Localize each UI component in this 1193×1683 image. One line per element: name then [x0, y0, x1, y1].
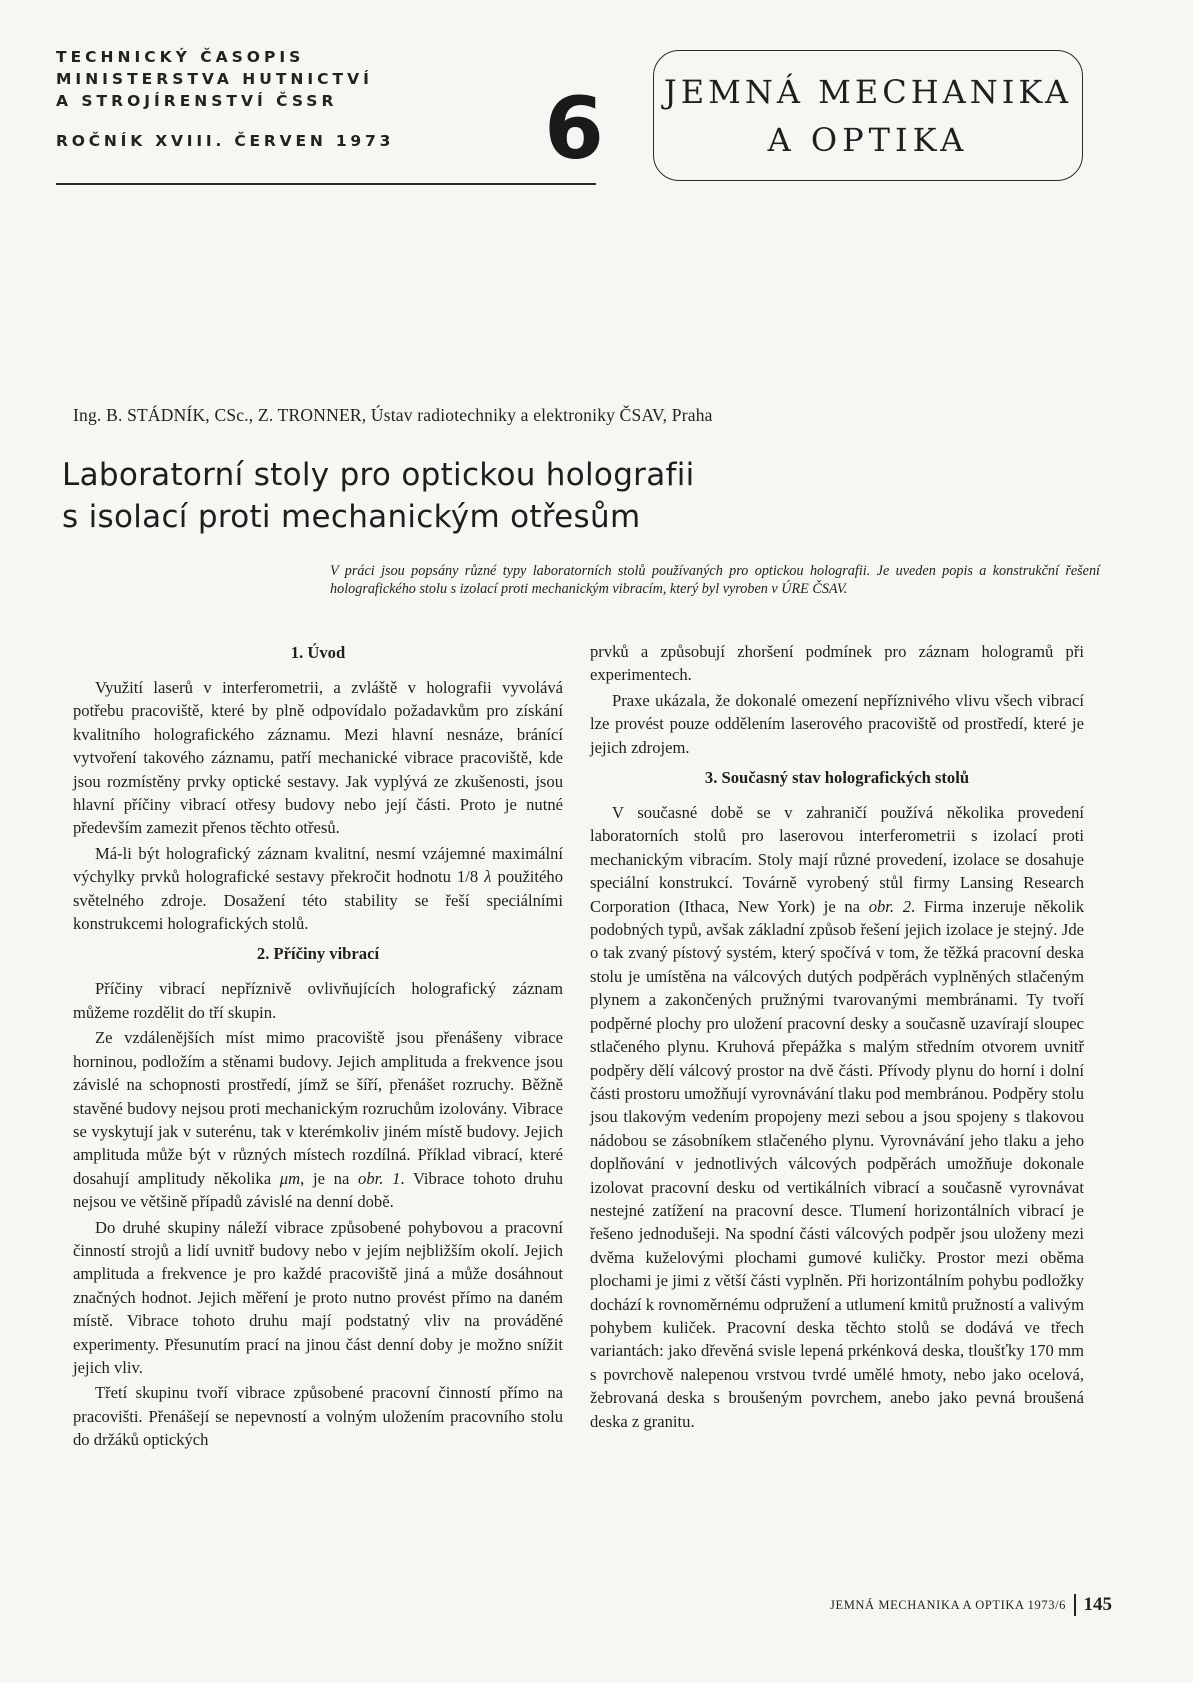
paragraph: Využití laserů v interferometrii, a zvláště v holografii vyvolává potřebu pracoviště, které by plně odpovídalo požadavkům pro získání kvalitního holografického záznamu. Mezi hlavní nesnáze, bránící vytvoření takového záznamu, patří mechanické vibrace pracoviště, kde jsou rozmístěny prvky optické sestavy. Jak vyplývá ze zkušenosti, jsou hlavní příčiny vibrací otřesy budovy nebo její části. Proto je nutné především zamezit přenos těchto otřesů. — [73, 678, 563, 838]
article-abstract: V práci jsou popsány různé typy laboratorních stolů používaných pro optickou holografii. Je uveden popis a konstrukční řešení holografického stolu s izolací proti mechanickým vibracím, který byl vyroben v ÚRE ČSAV. — [330, 563, 1100, 597]
masthead-publisher — [56, 46, 596, 152]
right-column — [590, 640, 1084, 1435]
paragraph: Do druhé skupiny náleží vibrace způsobené pohybovou a pracovní činností strojů a lidí uvnitř budovy nebo v jejím nejbližším okolí. Jejich amplituda a frekvence je pro každé pracoviště jiná a může dosáhnout značných hodnot. Jejich měření je proto nutno provést přímo na daném místě. Vibrace tohoto druhu mají podstatný vliv na prováděné experimenty. Přesunutím prací na jinou část denní doby je možno snížit jejich vliv. — [73, 1217, 563, 1377]
paragraph: prvků a způsobují zhoršení podmínek pro záznam hologramů při experimentech. — [590, 642, 1084, 685]
figure-reference: obr. 2 — [868, 896, 912, 916]
page-footer — [700, 1590, 1112, 1620]
section-heading-current-state: 3. Současný stav holografických stolů — [704, 768, 970, 788]
volume-date: ROČNÍK XVIII. ČERVEN 1973 — [56, 132, 395, 150]
left-column — [73, 638, 563, 1454]
footer-separator — [1074, 1594, 1076, 1616]
paragraph: V současné době se v zahraničí používá několika provedení laboratorních stolů pro laserovou interferometrii s izolací proti mechanickým vibracím. Stoly mají různé provedení, izolace se dosahuje speciální konstrukcí. Továrně vyrobený stůl firmy Lansing Research Corporation (Ithaca, New York) je na obr. 2. Firma inzeruje několik podobných typů, avšak základní způsob řešení jejich izolace je stejný. Jde o tak zvaný pístový systém, který spočívá v tom, že těžká pracovní deska stolu je umístěna na válcových dutých podpěrách vyplněných stlačeným plynem a zakončených pružnými tvarovanými membránami. Ty tvoří podpěrné plochy pro uložení pracovní desky a současně uzavírají sloupec stlačeného plynu. Kruhová přepážka s malým středním otvorem uvnitř podpěry dělí válcový prostor na dvě části. Přívody plynu do horní i dolní části prostoru umožňují vyrovnávání tlaku pod membránou. Podpěry stolu jsou tlakovým vedením propojeny mezi sebou a jsou spojeny s tlakovou nádobou se zásobníkem stlačeného plynu. Vyrovnávání jeho tlaku a jeho doplňování v jednotlivých válcových podpěrách umožňuje dokonale izolovat pracovní desku od vertikálních vibrací a současně vyrovnávat nestejné zatížení na pracovní desce. Tlumení horizontálních vibrací je řešeno jednodušeji. Na spodní části válcových podpěr jsou uloženy mezi dvěma kuželovými plochami gumové kuličky. Prostor mezi oběma plochami je jimi z větší části vyplněn. Při horizontálním pohybu podložky dochází k rovnoměrnému odpružení a utlumení kmitů pružností a valivým pohybem kuliček. Pracovní deska těchto stolů se dodává ve třech variantách: jako dřevěná svisle lepená prkénková deska, tloušťky 170 mm s povrchově nalepenou vrstvou tvrdé umělé hmoty, nebo jako ocelová, žebrovaná deska s broušeným povrchem, anebo jako pevná broušená deska z granitu. — [590, 803, 1084, 1431]
paragraph: Příčiny vibrací nepříznivě ovlivňujících holografický záznam můžeme rozdělit do tří skupin. — [73, 979, 563, 1022]
figure-reference: obr. 1 — [358, 1168, 401, 1188]
publisher-line: A STROJÍRENSTVÍ ČSSR — [56, 92, 338, 110]
journal-title-line: JEMNÁ MECHANIKA — [663, 73, 1073, 111]
paragraph: Praxe ukázala, že dokonalé omezení nepříznivého vlivu všech vibrací lze provést pouze oddělením laserového pracoviště od prostředí, které je jejich zdrojem. — [590, 690, 1084, 757]
journal-title-box — [653, 50, 1083, 181]
page-number: 145 — [1083, 1594, 1112, 1615]
paragraph: Má-li být holografický záznam kvalitní, nesmí vzájemné maximální výchylky prvků holografické sestavy překročit hodnotu 1/8 λ použitého světelného zdroje. Dosažení této stability se řeší speciálními konstrukcemi holografických stolů. — [73, 843, 563, 934]
issue-number: 6 — [544, 79, 604, 179]
section-heading-intro: 1. Úvod — [290, 643, 346, 662]
lambda-symbol: λ — [484, 867, 492, 887]
article-title — [62, 454, 1122, 538]
title-line: s isolací proti mechanickým otřesům — [62, 499, 641, 535]
paragraph: Ze vzdálenějších míst mimo pracoviště jsou přenášeny vibrace horninou, podložím a stěnami budovy. Jejich amplituda a frekvence jsou závislé na schopnosti prostředí, jímž se šíří, přenášet rozruchy. Běžně stavěné budovy nejsou proti mechanickým rozruchům izolovány. Vibrace se vyskytují jak v suterénu, tak v kterémkoliv jiném místě budovy. Jejich amplituda může být v různých místech rozdílná. Příklad vibrací, které dosahují amplitudy několika μm, je na obr. 1. Vibrace tohoto druhu nejsou ve většině případů závislé na denní době. — [73, 1028, 563, 1212]
publisher-line: TECHNICKÝ ČASOPIS — [56, 48, 305, 66]
section-heading-causes: 2. Příčiny vibrací — [256, 944, 380, 964]
publisher-line: MINISTERSTVA HUTNICTVÍ — [56, 70, 373, 88]
footer-journal: JEMNÁ MECHANIKA A OPTIKA 1973/6 — [830, 1597, 1066, 1612]
paragraph: Třetí skupinu tvoří vibrace způsobené pracovní činností přímo na pracovišti. Přenášejí se nepevností a volným uložením pracovního stolu do držáků optických — [73, 1383, 563, 1450]
journal-title-line: A OPTIKA — [767, 121, 969, 159]
title-line: Laboratorní stoly pro optickou holografii — [62, 457, 695, 493]
article-authors: Ing. B. STÁDNÍK, CSc., Z. TRONNER, Ústav radiotechniky a elektroniky ČSAV, Praha — [73, 405, 713, 425]
unit-micrometer: μm — [279, 1168, 301, 1188]
masthead-rule — [56, 183, 596, 185]
